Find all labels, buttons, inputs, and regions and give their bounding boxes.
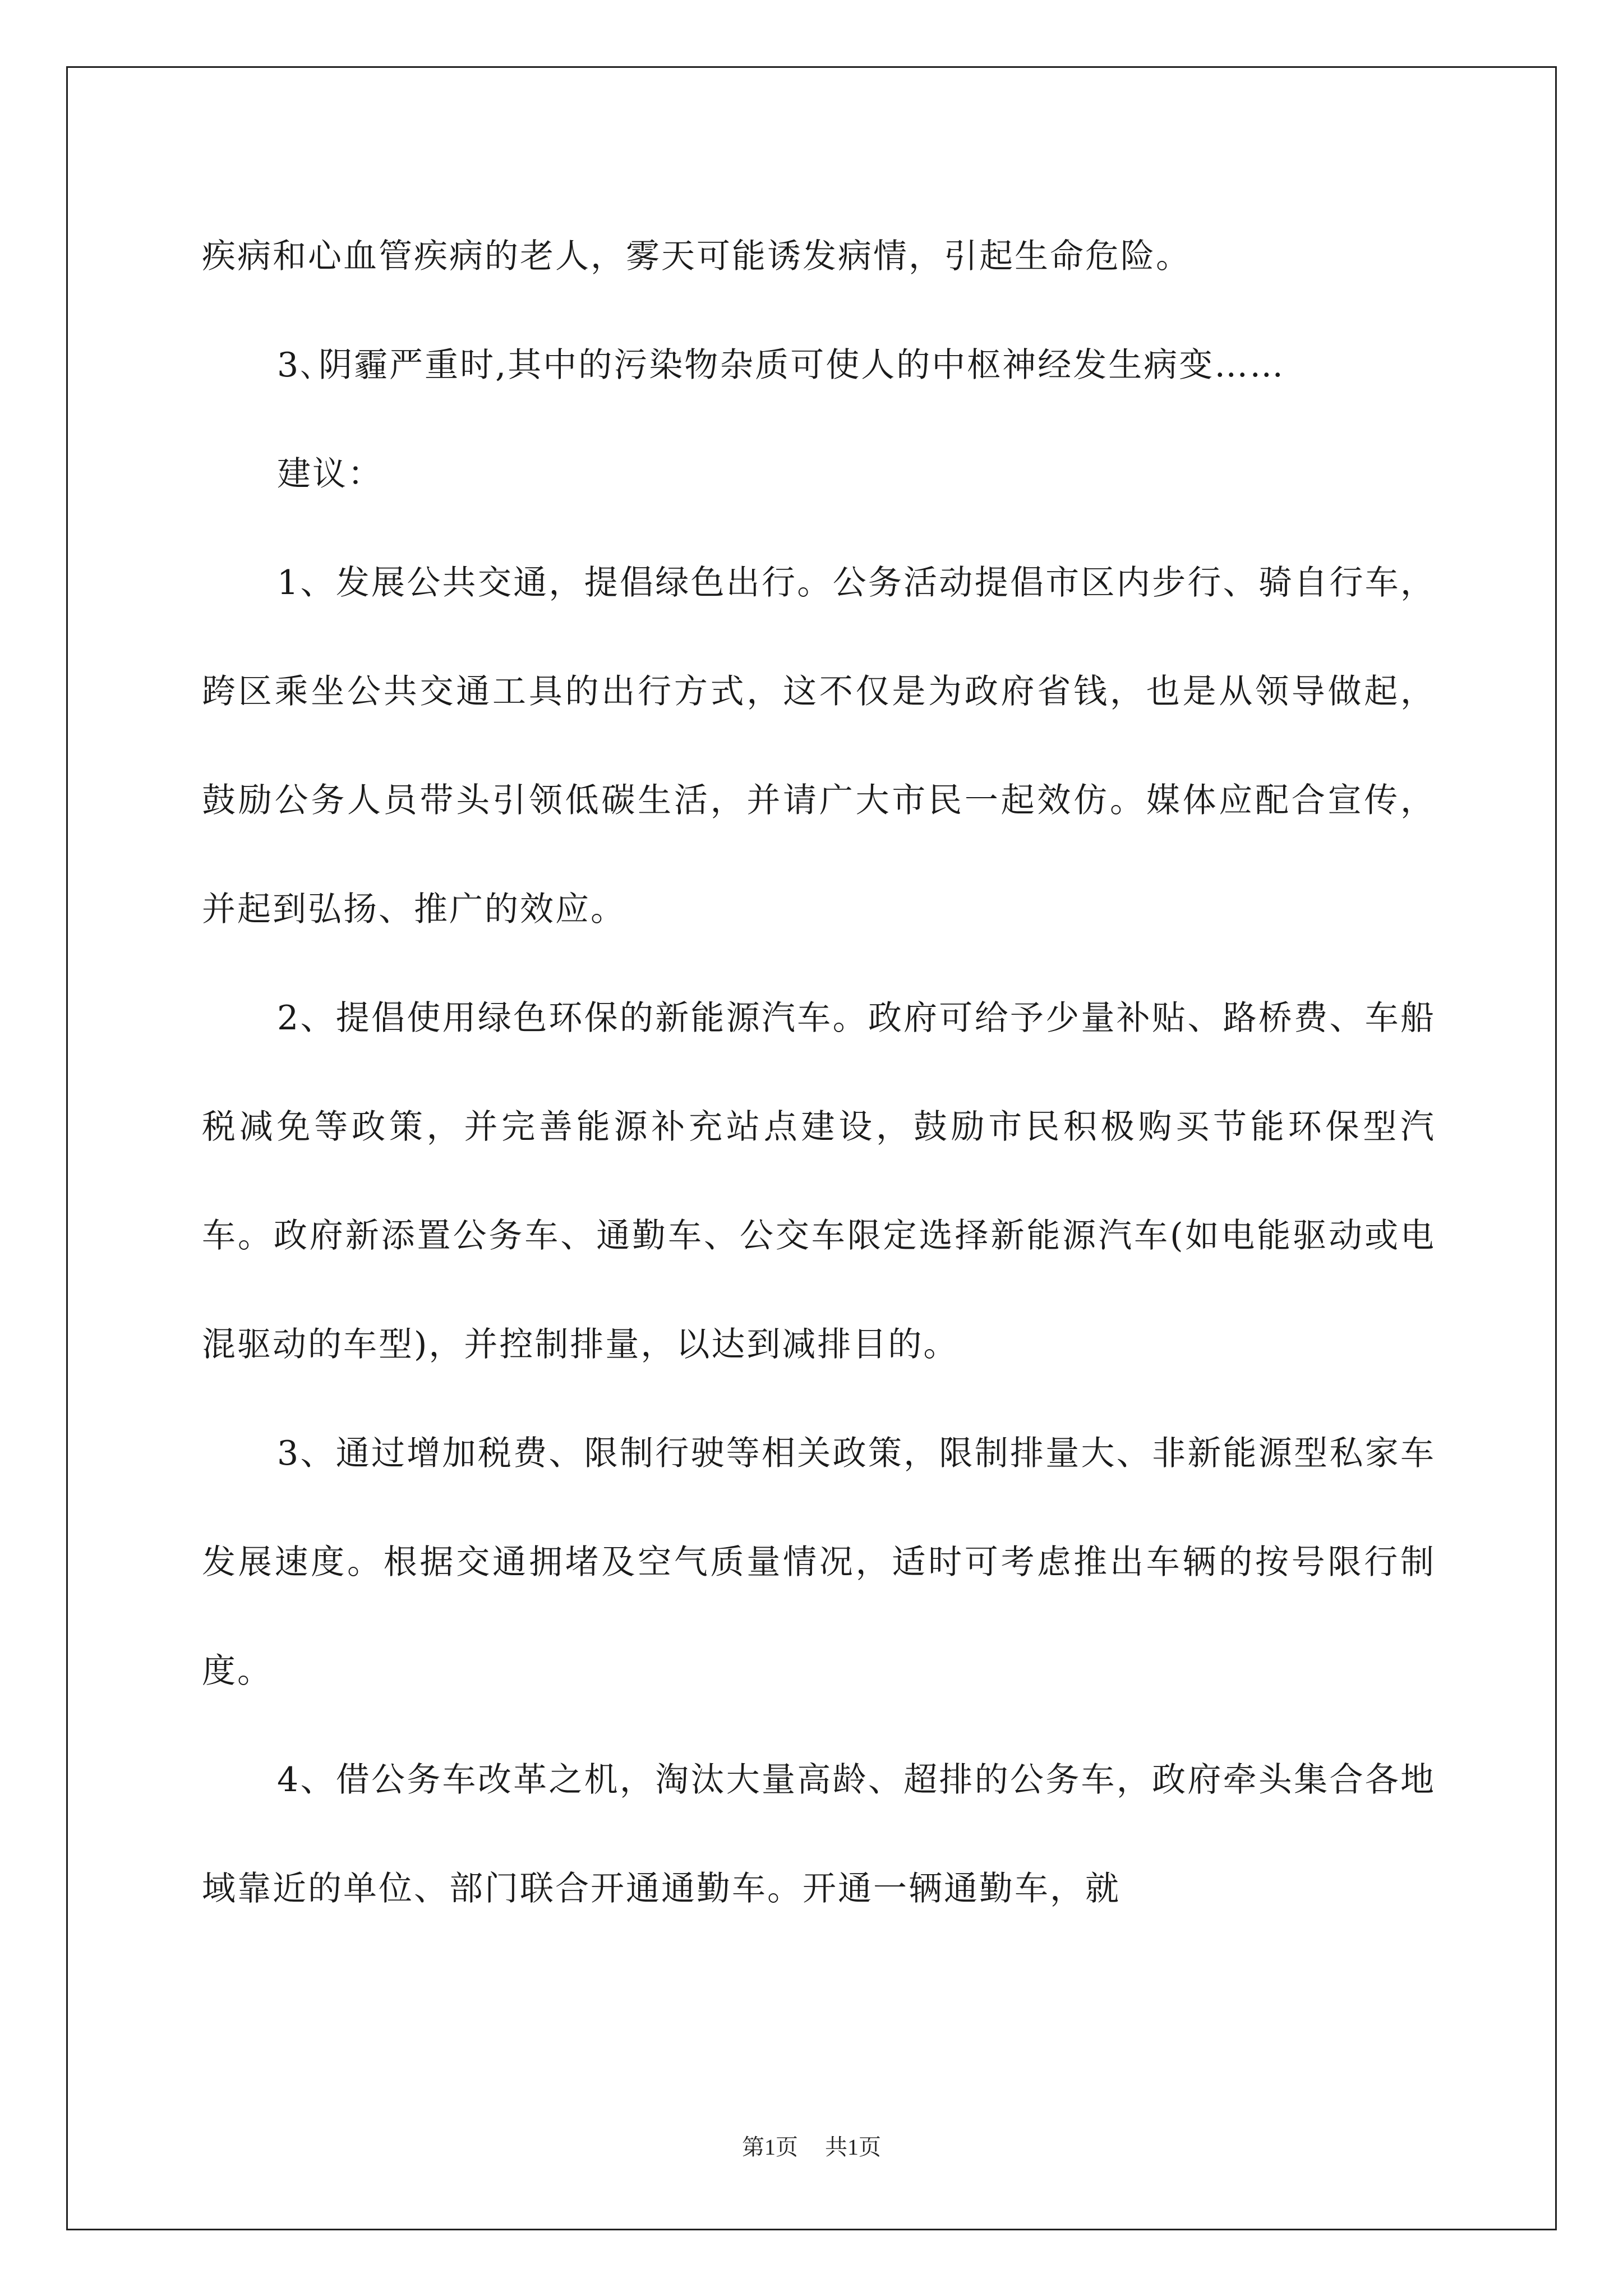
page-total: 共1页: [825, 2134, 881, 2160]
paragraph-haze-effect: 3､阴霾严重时,其中的污染物杂质可使人的中枢神经发生病变……: [277, 346, 1285, 385]
paragraph-suggestions-heading: 建议：: [277, 454, 383, 494]
paragraph-continuation: 疾病和心血管疾病的老人，雾天可能诱发病情，引起生命危险。: [202, 237, 1191, 276]
paragraph-suggestion-1: 1、发展公共交通，提倡绿色出行。公务活动提倡市区内步行、骑自行车，跨区乘坐公共交通工具的出行方式，这不仅是为政府省钱，也是从领导做起，鼓励公务人员带头引领低碳生活，并请广大市民一起效仿。媒体应配合宣传，并起到弘扬、推广的效应。: [202, 563, 1436, 929]
document-body: [202, 202, 1436, 1943]
paragraph-suggestion-2: 2、提倡使用绿色环保的新能源汽车。政府可给予少量补贴、路桥费、车船税减免等政策，并完善能源补充站点建设，鼓励市民积极购买节能环保型汽车。政府新添置公务车、通勤车、公交车限定选择新能源汽车(如电能驱动或电混驱动的车型)，并控制排量，以达到减排目的。: [202, 999, 1436, 1364]
paragraph-suggestion-3: 3、通过增加税费、限制行驶等相关政策，限制排量大、非新能源型私家车发展速度。根据交通拥堵及空气质量情况，适时可考虑推出车辆的按号限行制度。: [202, 1434, 1436, 1691]
page-footer: [0, 2129, 1623, 2161]
paragraph-suggestion-4: 4、借公务车改革之机，淘汰大量高龄、超排的公务车，政府牵头集合各地域靠近的单位、部门联合开通通勤车。开通一辆通勤车，就: [202, 1760, 1436, 1908]
page-number: 第1页: [742, 2134, 798, 2160]
